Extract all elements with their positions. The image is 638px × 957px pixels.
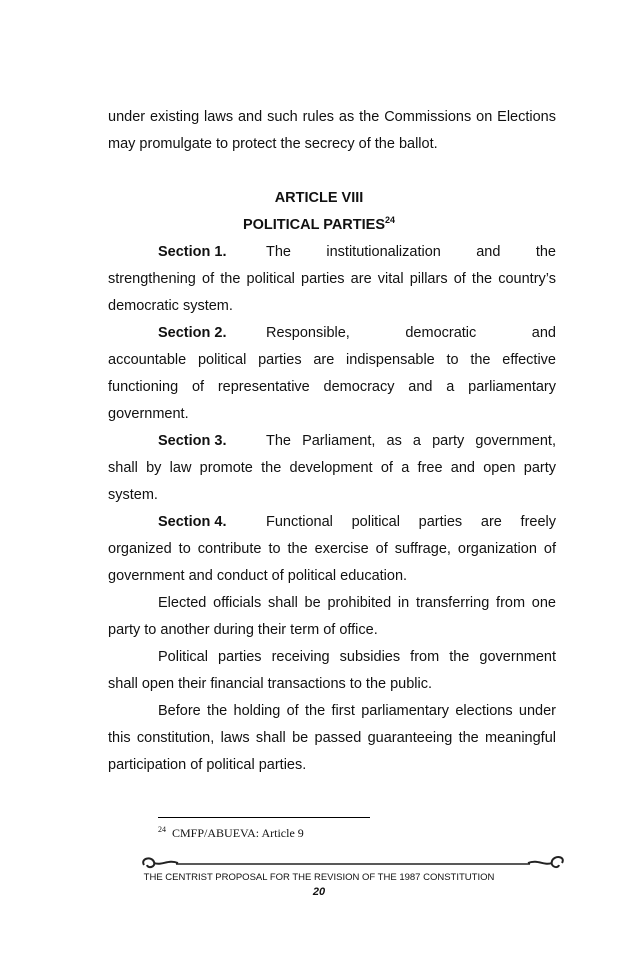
section-2-line-1: Responsible, democratic and [266, 325, 556, 341]
section-1-line-1: The institutionalization and the [266, 244, 556, 260]
intro-line-1: under existing laws and such rules as the Commissions on Elections [108, 109, 556, 125]
footnote-number: 24 [158, 825, 166, 834]
section-3-line-1: The Parliament, as a party government, [266, 433, 556, 449]
footnote-separator [158, 817, 370, 818]
section-4-para-4-line-2: this constitution, laws shall be passed guaranteeing the meaningful [108, 730, 556, 746]
section-3-label: Section 3. [158, 433, 227, 449]
section-3-heading-line [158, 432, 556, 450]
section-4-para-3-line-1: Political parties receiving subsidies from the government [158, 649, 556, 665]
section-4-para-3-line-2: shall open their financial transactions to the public. [108, 676, 433, 692]
section-1-label: Section 1. [158, 244, 227, 260]
section-4-para-2-line-2: party to another during their term of office. [108, 622, 378, 638]
footnote-reference: 24 [385, 215, 396, 226]
section-2-line-4: government. [108, 406, 189, 422]
section-4-label: Section 4. [158, 514, 227, 530]
section-1-line-3: democratic system. [108, 298, 233, 314]
section-2-line-3: functioning of representative democracy and a parliamentary [108, 379, 556, 395]
section-4-heading-line [158, 513, 556, 531]
page-number: 20 [312, 886, 326, 898]
intro-line-2: may promulgate to protect the secrecy of the ballot. [108, 136, 438, 152]
section-3-line-3: system. [108, 487, 158, 503]
section-4-para-4-line-3: participation of political parties. [108, 757, 307, 773]
section-1-line-2: strengthening of the political parties are vital pillars of the country’s [108, 271, 556, 287]
section-4-line-1: Functional political parties are freely [266, 514, 556, 530]
section-4-line-3: government and conduct of political education. [108, 568, 408, 584]
footnote-text: CMFP/ABUEVA: Article 9 [172, 826, 304, 840]
section-3-line-2: shall by law promote the development of a free and open party [108, 460, 556, 476]
section-4-para-4-line-1: Before the holding of the first parliamentary elections under [158, 703, 556, 719]
footnote [158, 826, 304, 840]
article-subtitle [0, 216, 638, 234]
footer-title: THE CENTRIST PROPOSAL FOR THE REVISION OF THE 1987 CONSTITUTION [143, 872, 495, 883]
section-2-label: Section 2. [158, 325, 227, 341]
section-4-para-2-line-1: Elected officials shall be prohibited in transferring from one [158, 595, 556, 611]
section-2-heading-line [158, 324, 556, 342]
article-subtitle-text: POLITICAL PARTIES [242, 217, 386, 233]
article-title: ARTICLE VIII [274, 190, 364, 206]
section-4-line-2: organized to contribute to the exercise of suffrage, organization of [108, 541, 556, 557]
section-2-line-2: accountable political parties are indispensable to the effective [108, 352, 556, 368]
section-1-heading-line [158, 243, 556, 261]
